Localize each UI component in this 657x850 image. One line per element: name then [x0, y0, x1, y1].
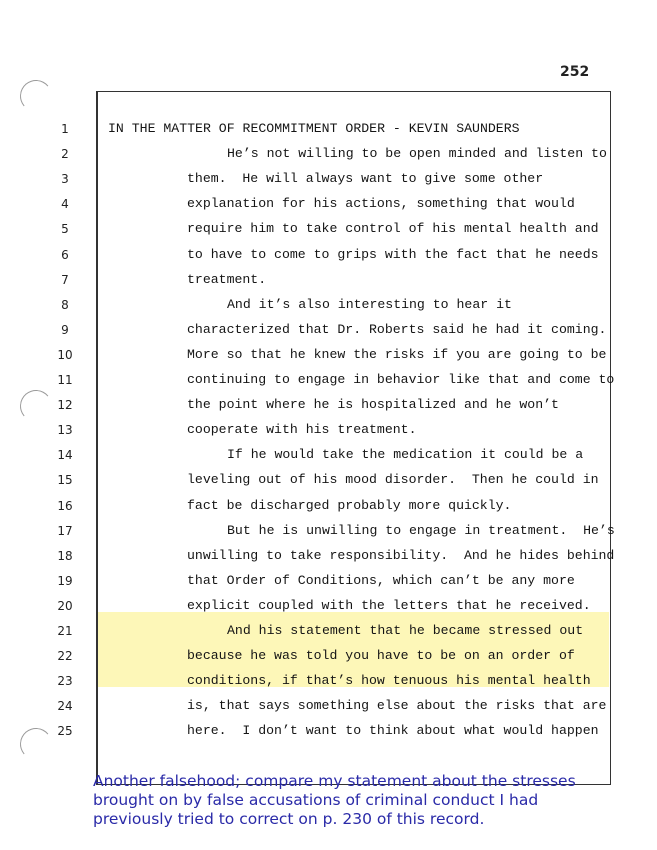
annotation-note: Another falsehood; compare my statement about the stresses brought on by false accusations of criminal conduct I had previously tried to correct on p. 230 of this record. — [93, 772, 576, 828]
transcript-line: conditions, if that’s how tenuous his mental health — [187, 673, 591, 688]
transcript-line: require him to take control of his mental health and — [187, 221, 599, 236]
transcript-line: here. I don’t want to think about what would happen — [187, 723, 599, 738]
line-number: 14 — [57, 448, 73, 462]
line-number: 5 — [61, 222, 69, 236]
line-number: 25 — [57, 724, 73, 738]
transcript-line: that Order of Conditions, which can’t be any more — [187, 573, 575, 588]
line-number: 10 — [57, 348, 73, 362]
transcript-line: But he is unwilling to engage in treatment. He’s — [227, 523, 615, 538]
transcript-line: continuing to engage in behavior like that and come to — [187, 372, 615, 387]
transcript-line: because he was told you have to be on an order of — [187, 648, 575, 663]
transcript-line: If he would take the medication it could be a — [227, 447, 584, 462]
transcript-line: He’s not willing to be open minded and listen to — [227, 146, 607, 161]
transcript-line: characterized that Dr. Roberts said he had it coming. — [187, 322, 607, 337]
transcript-line: More so that he knew the risks if you are going to be — [187, 347, 607, 362]
line-number-margin-rule — [96, 91, 98, 785]
line-number: 1 — [61, 122, 69, 136]
line-number: 4 — [61, 197, 69, 211]
transcript-line: leveling out of his mood disorder. Then he could in — [187, 472, 599, 487]
line-number: 13 — [57, 423, 73, 437]
line-number: 7 — [61, 273, 69, 287]
line-number: 17 — [57, 524, 73, 538]
page-number: 252 — [560, 64, 590, 80]
line-number: 24 — [57, 699, 73, 713]
line-number: 22 — [57, 649, 73, 663]
transcript-line: explicit coupled with the letters that he received. — [187, 598, 591, 613]
case-header: IN THE MATTER OF RECOMMITMENT ORDER - KEVIN SAUNDERS — [108, 121, 520, 136]
transcript-line: cooperate with his treatment. — [187, 422, 417, 437]
line-number: 23 — [57, 674, 73, 688]
line-number: 12 — [57, 398, 73, 412]
punch-hole-top — [19, 79, 54, 114]
line-number: 18 — [57, 549, 73, 563]
transcript-line: And his statement that he became stressed out — [227, 623, 584, 638]
line-number: 16 — [57, 499, 73, 513]
line-number: 19 — [57, 574, 73, 588]
transcript-line: is, that says something else about the risks that are — [187, 698, 607, 713]
line-number: 15 — [57, 473, 73, 487]
transcript-line: them. He will always want to give some other — [187, 171, 544, 186]
line-number: 2 — [61, 147, 69, 161]
line-number: 8 — [61, 298, 69, 312]
line-number: 6 — [61, 248, 69, 262]
line-number: 21 — [57, 624, 73, 638]
transcript-line: treatment. — [187, 272, 267, 287]
transcript-line: unwilling to take responsibility. And he hides behind — [187, 548, 615, 563]
line-number: 9 — [61, 323, 69, 337]
line-number: 11 — [57, 373, 73, 387]
line-number: 20 — [57, 599, 73, 613]
transcript-line: the point where he is hospitalized and he won’t — [187, 397, 559, 412]
line-number: 3 — [61, 172, 69, 186]
transcript-line: fact be discharged probably more quickly. — [187, 498, 512, 513]
transcript-line: explanation for his actions, something that would — [187, 196, 575, 211]
transcript-line: to have to come to grips with the fact that he needs — [187, 247, 599, 262]
transcript-line: And it’s also interesting to hear it — [227, 297, 512, 312]
